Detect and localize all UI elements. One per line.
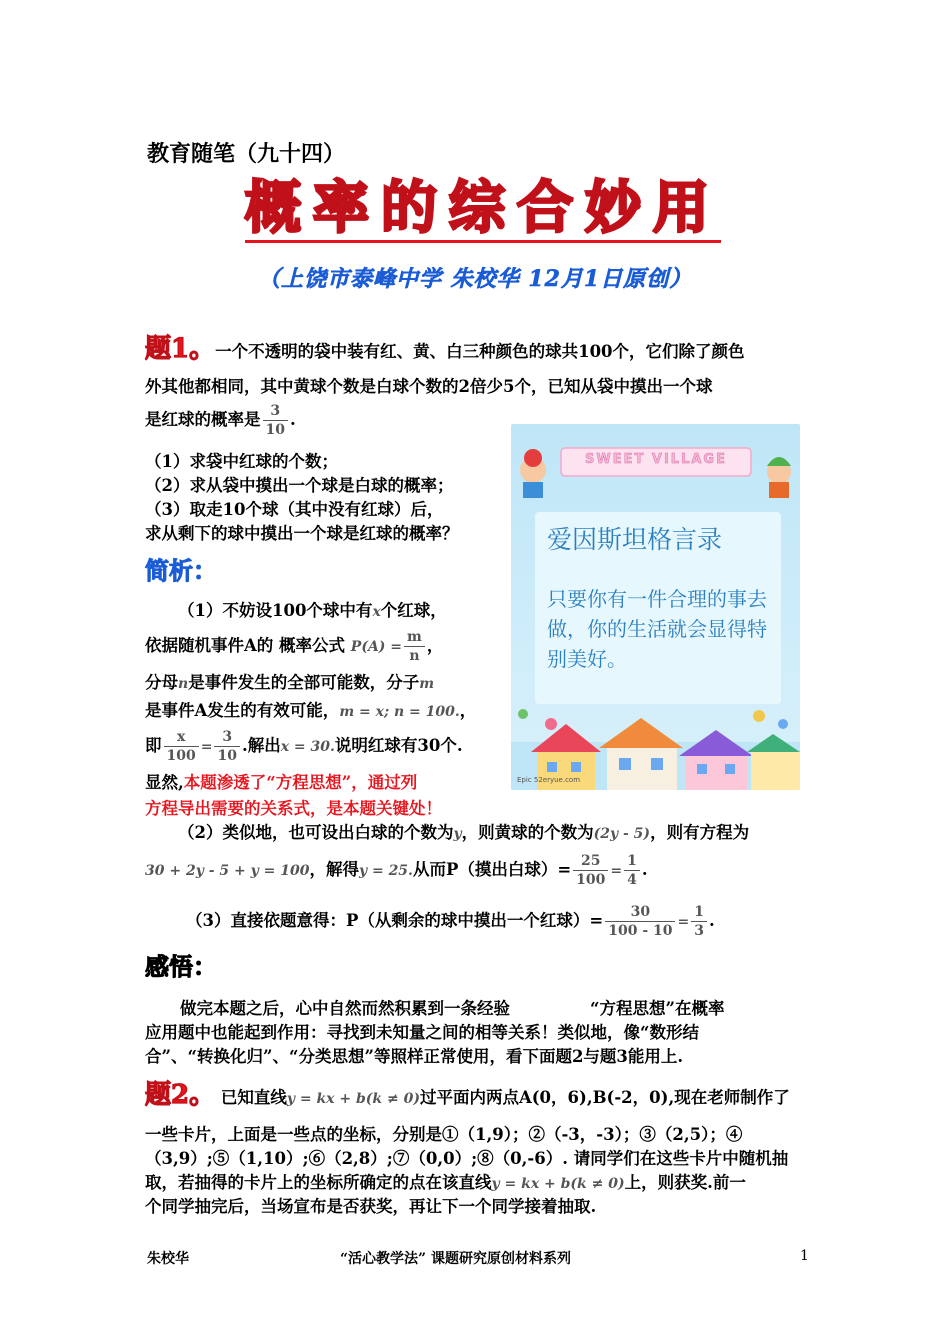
q2-line1: 题2。 已知直线y = kx + b(k ≠ 0)过平面内两点A(0，6),B(-2，0),现在老师制作了 bbox=[145, 1080, 790, 1110]
footer-series: “活心教学法” 课题研究原创材料系列 bbox=[340, 1251, 571, 1267]
poster-banner: SWEET VILLAGE bbox=[585, 452, 727, 467]
series-title: 教育随笔（九十四） bbox=[147, 141, 346, 167]
q1-sub2: （2）求从袋中摸出一个球是白球的概率； bbox=[145, 476, 454, 495]
reflection-label-row bbox=[145, 952, 217, 981]
subtitle: （上饶市泰峰中学 朱校华 12月1日原创） bbox=[258, 266, 693, 292]
poster-quote: 只要你有一件合理的事去做，你的生活就会显得特别美好。 bbox=[547, 587, 767, 671]
footer-author: 朱校华 bbox=[147, 1251, 189, 1267]
reflection-line3: 合”、“转换化归”、“分类思想”等照样正常使用，看下面题2与题3能用上. bbox=[145, 1047, 684, 1066]
analysis-label: 简析： bbox=[145, 556, 217, 585]
page-number: 1 bbox=[800, 1248, 809, 1264]
q2-line5: 个同学抽完后，当场宣布是否获奖，再让下一个同学接着抽取. bbox=[145, 1197, 597, 1216]
analysis-p3: 分母n是事件发生的全部可能数，分子m bbox=[145, 673, 435, 692]
analysis-p7: 方程导出需要的关系式，是本题关键处！ bbox=[145, 799, 442, 818]
analysis-p9: 30 + 2y - 5 + y = 100，解得y = 25.从而P（摸出白球）= $\frac{25}{100}$ = $\frac{1}{4}$ . bbox=[145, 853, 648, 888]
analysis-p10: （3）直接依题意得：P（从剩余的球中摸出一个红球）= $\frac{30}{100 - 10}$ = $\frac{1}{3}$ . bbox=[186, 904, 715, 939]
poster-watermark: Epic 52eryue.com bbox=[517, 776, 581, 784]
q2-label: 题2。 bbox=[145, 1080, 216, 1110]
main-title: 概率的综合妙用 bbox=[245, 175, 721, 241]
reflection-line2: 应用题中也能起到作用：寻找到未知量之间的相等关系！类似地，像“数形结 bbox=[145, 1023, 699, 1042]
analysis-p8: （2）类似地，也可设出白球的个数为y，则黄球的个数为(2y - 5)，则有方程为 bbox=[178, 823, 750, 842]
q1-sub1: （1）求袋中红球的个数； bbox=[145, 452, 338, 471]
analysis-label-row bbox=[145, 556, 217, 585]
q2-line3: （3,9）;⑤（1,10）;⑥（2,8）;⑦（0,0）;⑧（0,-6）. 请同学们在这些卡片中随机抽 bbox=[145, 1149, 789, 1168]
analysis-p4: 是事件A发生的有效可能，m = x; n = 100.， bbox=[145, 701, 477, 720]
quote-poster-image bbox=[511, 424, 800, 790]
fraction: $\frac{3}{10}$ bbox=[263, 402, 288, 439]
analysis-p6: 显然,本题渗透了“方程思想”，通过列 bbox=[145, 773, 418, 792]
q1-label: 题1。 bbox=[145, 334, 216, 364]
q1-sub3: （3）取走10个球（其中没有红球）后， bbox=[145, 500, 444, 519]
q2-line4: 取，若抽得的卡片上的坐标所确定的点在该直线y = kx + b(k ≠ 0)上，则获奖.前一 bbox=[145, 1173, 746, 1192]
q2-line2: 一些卡片，上面是一些点的坐标，分别是①（1,9）；②（-3，-3）；③（2,5）；④ bbox=[145, 1125, 743, 1144]
reflection-line1: 做完本题之后，心中自然而然积累到一条经验 “方程思想”在概率 bbox=[180, 999, 725, 1018]
reflection-label: 感悟： bbox=[145, 952, 217, 981]
q1-line1: 题1。一个不透明的袋中装有红、黄、白三种颜色的球共100个，它们除了颜色 bbox=[145, 334, 745, 364]
poster-heading: 爱因斯坦格言录 bbox=[547, 525, 723, 554]
q1-sub3b: 求从剩下的球中摸出一个球是红球的概率？ bbox=[145, 524, 459, 543]
analysis-p2: 依据随机事件A的 概率公式 P(A) = $\frac{m}{n}$ ， bbox=[145, 629, 444, 664]
q1-line2: 外其他都相同，其中黄球个数是白球个数的2倍少5个，已知从袋中摸出一个球 bbox=[145, 377, 713, 396]
q1-line3: 是红球的概率是 $\frac{3}{10}$ . bbox=[145, 403, 296, 438]
analysis-p5: 即 $\frac{x}{100}$ = $\frac{3}{10}$ .解出x = 30.说明红球有30个. bbox=[145, 729, 463, 764]
analysis-p1: （1）不妨设100个球中有x个红球， bbox=[178, 601, 447, 620]
